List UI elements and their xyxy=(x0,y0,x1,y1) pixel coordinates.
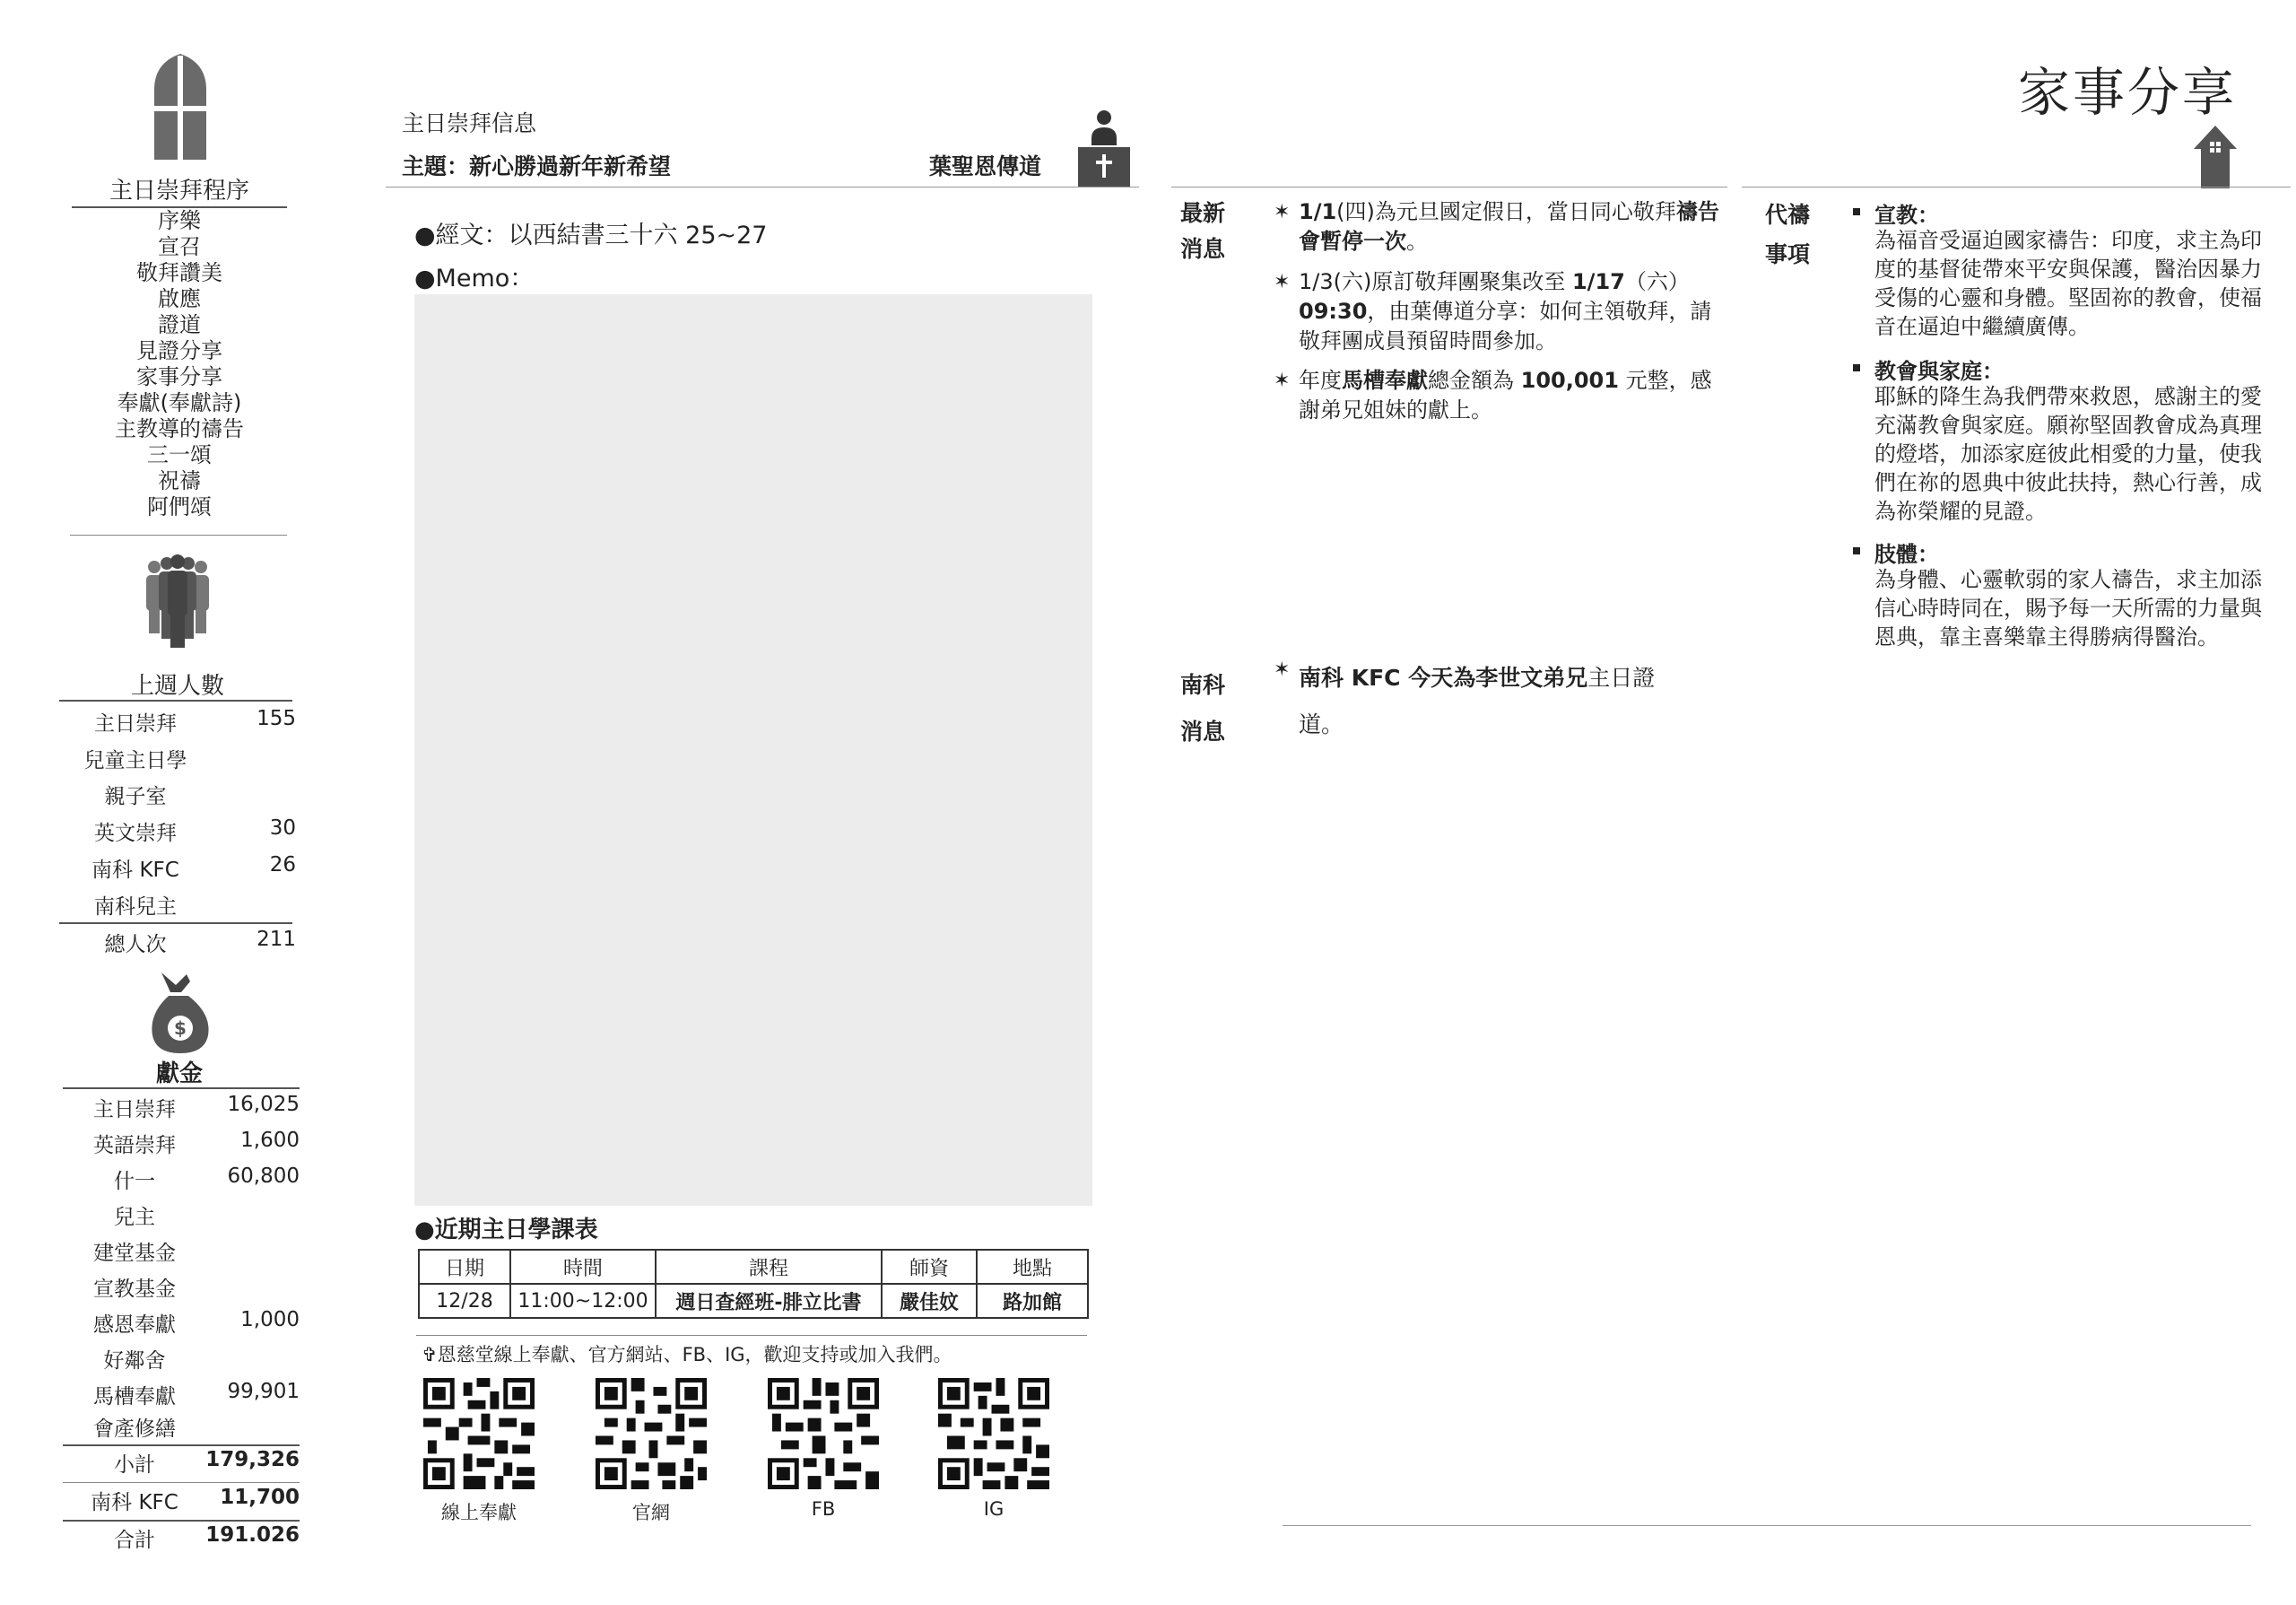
scripture: ●經文：以西結書三十六 25~27 xyxy=(414,222,768,249)
prayer-heading: 肢體： xyxy=(1874,542,1939,567)
church-window-icon xyxy=(154,54,206,160)
news-item: 1/1(四)為元旦國定假日，當日同心敬拜禱告會暫停一次。 xyxy=(1299,199,1719,254)
order-item: 序樂 xyxy=(158,208,201,233)
service-order-list xyxy=(72,208,287,520)
offering-row: 好鄰舍 xyxy=(103,1349,166,1373)
divider xyxy=(70,535,287,536)
offering-total-row: 合計 191.026 xyxy=(114,1523,300,1552)
order-item: 奉獻(奉獻詩) xyxy=(117,390,242,415)
attendance-total-row: 總人次 211 xyxy=(104,928,296,956)
order-item: 家事分享 xyxy=(136,364,222,389)
table-cell: 路加館 xyxy=(977,1284,1088,1318)
qr-label: FB xyxy=(811,1498,836,1520)
prayer-body: 為福音受逼迫國家禱告：印度，求主為印度的基督徒帶來平安與保護，醫治因暴力受傷的心靈和身體。堅固祢的教會，使福音在逼迫中繼續廣傳。 xyxy=(1874,228,2262,339)
attendance-row: 南科 KFC 26 xyxy=(91,853,296,882)
offering-row: 什一 60,800 xyxy=(114,1164,300,1193)
kfc-news-label: 南科 消息 xyxy=(1180,672,1226,745)
offering-row: 宣教基金 xyxy=(93,1278,176,1301)
prayer-heading: 教會與家庭： xyxy=(1874,359,2004,384)
order-item: 阿們頌 xyxy=(147,494,212,519)
order-item: 啟應 xyxy=(158,286,201,311)
sermon-theme: 主題：新心勝過新年新希望 xyxy=(402,153,672,179)
prayer-heading: 宣教： xyxy=(1874,203,1939,228)
memo-area[interactable] xyxy=(414,294,1092,1206)
attendance-title: 上週人數 xyxy=(130,673,224,700)
qr-label: IG xyxy=(983,1498,1004,1520)
offering-title: 獻金 xyxy=(155,1060,203,1087)
preacher-name: 葉聖恩傳道 xyxy=(929,153,1042,179)
offering-row: 馬槽奉獻 99,901 xyxy=(93,1380,300,1409)
qr-code-facebook[interactable] xyxy=(768,1378,879,1489)
offering-row: 會產修繕 xyxy=(93,1417,176,1441)
table-row xyxy=(419,1250,1088,1284)
prayer-label: 代禱 事項 xyxy=(1765,202,1811,267)
order-item: 主教導的禱告 xyxy=(115,416,244,441)
attendance-row: 主日崇拜 155 xyxy=(94,707,296,736)
table-row xyxy=(419,1284,1088,1318)
memo-label: ●Memo： xyxy=(414,265,535,292)
qr-label: 官網 xyxy=(632,1502,670,1523)
schedule-table xyxy=(418,1249,1089,1319)
divider xyxy=(1283,1525,2251,1526)
prayer-body: 耶穌的降生為我們帶來救恩，感謝主的愛充滿教會與家庭。願祢堅固教會成為真理的燈塔，加添家庭彼此相愛的力量，使我們在祢的恩典中彼此扶持，熱心行善，成為祢榮耀的見證。 xyxy=(1874,384,2262,524)
divider xyxy=(1742,187,2291,188)
square-bullet-icon xyxy=(1853,364,1860,371)
attendance-row: 英文崇拜 30 xyxy=(94,816,296,845)
table-header: 時間 xyxy=(510,1250,656,1284)
order-item: 證道 xyxy=(158,312,201,337)
order-item: 祝禱 xyxy=(158,468,201,493)
pulpit-icon xyxy=(1076,109,1132,187)
divider xyxy=(63,1520,300,1522)
svg-text:$: $ xyxy=(174,1017,187,1039)
qr-code-online-offering[interactable] xyxy=(423,1378,535,1489)
table-header: 日期 xyxy=(419,1250,510,1284)
divider xyxy=(386,187,1139,188)
table-header: 課程 xyxy=(656,1250,882,1284)
offering-row: 感恩奉獻 1,000 xyxy=(93,1308,300,1337)
attendance-row: 南科兒主 xyxy=(94,895,177,919)
star-bullet-icon: ✶ xyxy=(1274,370,1291,392)
offering-kfc-row: 南科 KFC 11,700 xyxy=(91,1486,300,1514)
square-bullet-icon xyxy=(1853,547,1860,554)
table-cell: 11:00~12:00 xyxy=(510,1284,656,1318)
table-header: 地點 xyxy=(977,1250,1088,1284)
divider xyxy=(63,1087,300,1089)
news-item: 1/3(六)原訂敬拜團聚集改至 1/17（六）09:30，由葉傳道分享：如何主領敬拜，請敬拜團成員預留時間參加。 xyxy=(1299,269,1712,353)
qr-code-instagram[interactable] xyxy=(938,1378,1049,1489)
order-item: 三一頌 xyxy=(147,442,212,467)
news-item: 年度馬槽奉獻總金額為 100,001 元整，感謝弟兄姐妹的獻上。 xyxy=(1299,368,1712,423)
attendance-row: 親子室 xyxy=(104,785,167,808)
section-title: 主日崇拜信息 xyxy=(402,110,537,136)
table-cell: 12/28 xyxy=(419,1284,510,1318)
prayer-body: 為身體、心靈軟弱的家人禱告，求主加添信心時時同在，賜予每一天所需的力量與恩典，靠主喜樂靠主得勝病得醫治。 xyxy=(1874,567,2262,650)
offering-row: 主日崇拜 16,025 xyxy=(93,1093,300,1121)
divider xyxy=(416,1335,1087,1336)
money-bag-icon xyxy=(149,973,212,1053)
divider xyxy=(63,1444,300,1446)
qr-code-website[interactable] xyxy=(596,1378,707,1489)
table-cell: 嚴佳妏 xyxy=(882,1284,977,1318)
house-icon xyxy=(2194,126,2237,188)
divider xyxy=(63,1482,300,1483)
people-group-icon xyxy=(144,554,212,648)
order-item: 宣召 xyxy=(158,234,201,259)
schedule-title: ●近期主日學課表 xyxy=(414,1217,598,1243)
square-bullet-icon xyxy=(1853,208,1860,215)
star-bullet-icon: ✶ xyxy=(1274,271,1291,293)
attendance-row: 兒童主日學 xyxy=(83,749,187,772)
divider xyxy=(59,700,292,702)
kfc-news-item: 南科 KFC 今天為李世文弟兄主日證 道。 xyxy=(1299,665,1656,737)
page-title: 家事分享 xyxy=(2018,62,2238,123)
divider xyxy=(1171,187,1727,188)
divider xyxy=(59,922,292,924)
offering-row: 兒主 xyxy=(114,1206,155,1229)
online-caption: ✞恩慈堂線上奉獻、官方網站、FB、IG，歡迎支持或加入我們。 xyxy=(422,1344,952,1365)
table-header: 師資 xyxy=(882,1250,977,1284)
order-item: 見證分享 xyxy=(136,338,222,363)
order-item: 敬拜讚美 xyxy=(136,260,222,285)
offering-row: 建堂基金 xyxy=(93,1242,176,1265)
qr-label: 線上奉獻 xyxy=(441,1502,517,1523)
table-cell: 週日查經班-腓立比書 xyxy=(656,1284,882,1318)
star-bullet-icon: ✶ xyxy=(1274,659,1291,681)
offering-row: 英語崇拜 1,600 xyxy=(93,1129,300,1157)
star-bullet-icon: ✶ xyxy=(1274,201,1291,223)
order-title: 主日崇拜程序 xyxy=(109,178,249,205)
offering-subtotal-row: 小計 179,326 xyxy=(114,1448,300,1477)
news-label: 最新 消息 xyxy=(1180,200,1226,262)
